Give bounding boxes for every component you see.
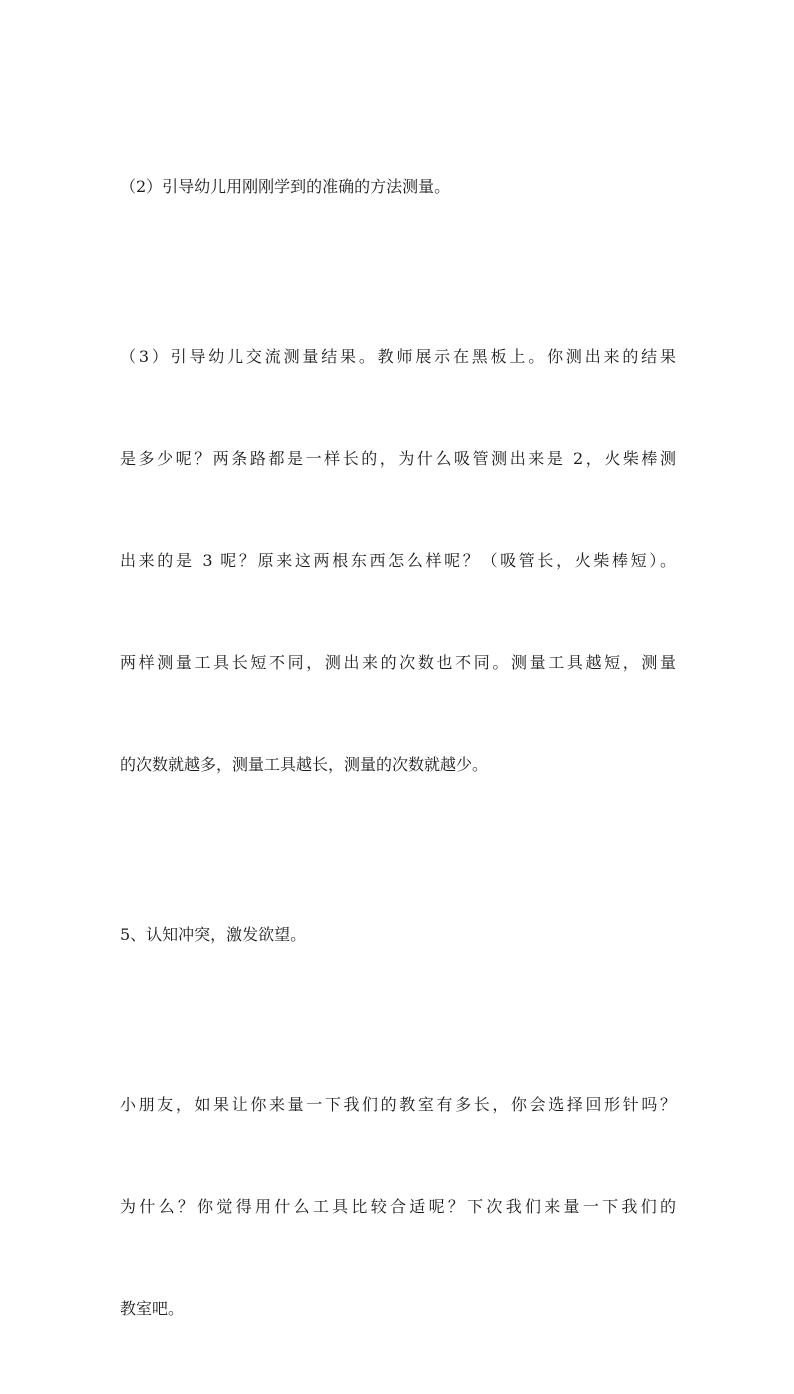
text-line: 教室吧。 [120,1299,185,1318]
text-line: 出来的是 3 呢？原来这两根东西怎么样呢？（吸管长，火柴棒短）。 [120,551,676,570]
text-line: 是多少呢？两条路都是一样长的，为什么吸管测出来是 2，火柴棒测 [120,449,676,468]
text-line: 两样测量工具长短不同，测出来的次数也不同。测量工具越短，测量 [120,653,676,672]
document-body [120,102,676,1394]
paragraph-closing [120,1020,676,1394]
paragraph-step-3 [120,272,676,850]
text-line: （3）引导幼儿交流测量结果。教师展示在黑板上。你测出来的结果 [120,347,676,366]
text-line: 的次数就越多，测量工具越长，测量的次数就越少。 [120,755,489,774]
text-line: 小朋友，如果让你来量一下我们的教室有多长，你会选择回形针吗？ [120,1095,676,1114]
text-line: （2）引导幼儿用刚刚学到的准确的方法测量。 [120,177,451,196]
section-heading-5 [120,850,676,1020]
paragraph-step-2 [120,102,676,272]
text-line: 5、认知冲突，激发欲望。 [120,925,307,944]
text-line: 为什么？你觉得用什么工具比较合适呢？下次我们来量一下我们的 [120,1197,676,1216]
